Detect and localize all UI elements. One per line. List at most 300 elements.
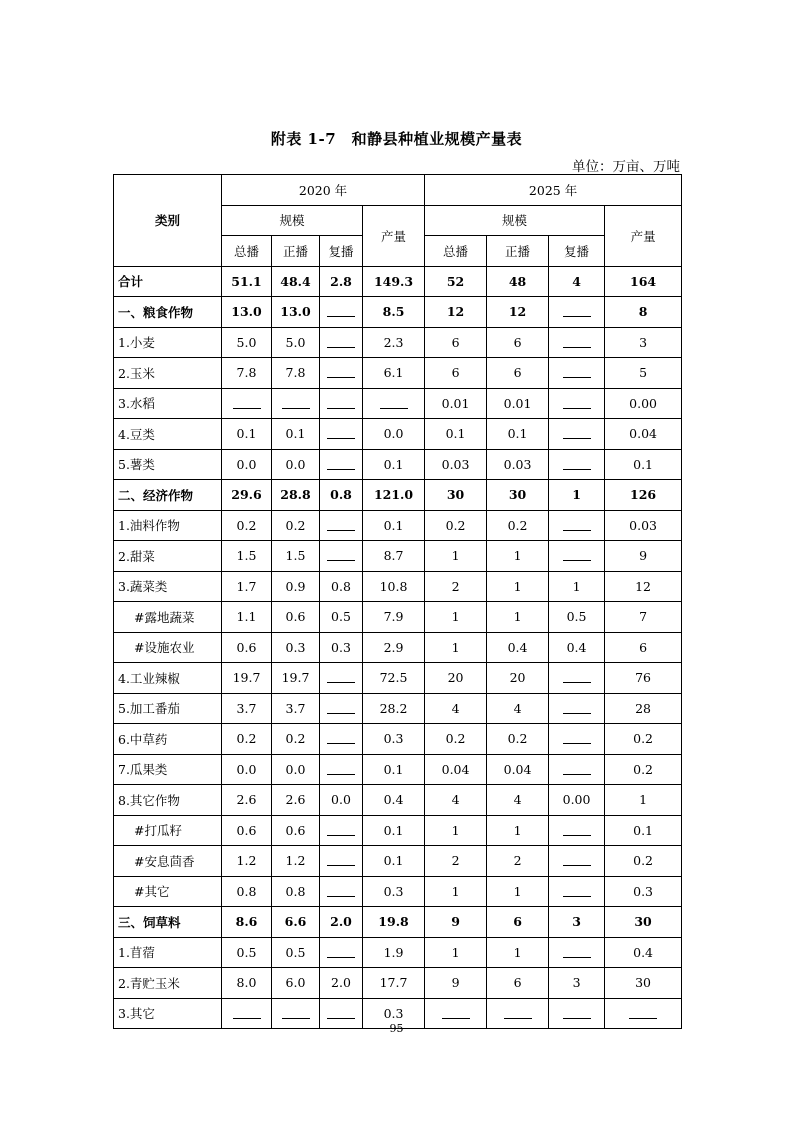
table-row: [114, 724, 682, 755]
table-cell: 121.0: [363, 480, 425, 511]
table-cell: [549, 937, 605, 968]
table-cell: 8.5: [363, 297, 425, 328]
table-cell: [549, 327, 605, 358]
table-cell: 126: [605, 480, 682, 511]
row-label: 一、粮食作物: [114, 297, 222, 328]
header-category: 类别: [114, 175, 222, 267]
table-cell: 0.8: [320, 571, 363, 602]
table-row: [114, 876, 682, 907]
table-row: [114, 541, 682, 572]
table-cell: 3.7: [222, 693, 272, 724]
table-cell: [222, 388, 272, 419]
table-cell: 1: [549, 571, 605, 602]
empty-dash: [563, 674, 591, 683]
table-cell: 30: [487, 480, 549, 511]
table-cell: 0.6: [222, 815, 272, 846]
table-cell: 30: [425, 480, 487, 511]
unit-label: 单位：万亩、万吨: [572, 159, 680, 175]
table-cell: 5: [605, 358, 682, 389]
table-cell: 0.6: [272, 815, 320, 846]
table-cell: [320, 419, 363, 450]
table-cell: [549, 663, 605, 694]
table-cell: 7.8: [222, 358, 272, 389]
table-cell: 0.00: [549, 785, 605, 816]
table-cell: 2.0: [320, 907, 363, 938]
table-cell: 1.2: [272, 846, 320, 877]
table-cell: 1: [425, 937, 487, 968]
empty-dash: [563, 400, 591, 409]
table-cell: 0.2: [487, 724, 549, 755]
table-cell: 0.04: [487, 754, 549, 785]
table-cell: 6: [487, 358, 549, 389]
table-cell: 12: [605, 571, 682, 602]
table-row: [114, 815, 682, 846]
table-cell: 0.5: [549, 602, 605, 633]
table-cell: 0.4: [363, 785, 425, 816]
table-cell: 2: [425, 571, 487, 602]
page-number: 95: [389, 1022, 404, 1035]
empty-dash: [563, 705, 591, 714]
empty-dash: [563, 766, 591, 775]
table-cell: 1: [425, 876, 487, 907]
table-cell: 6: [425, 327, 487, 358]
table-cell: 51.1: [222, 266, 272, 297]
empty-dash: [282, 1010, 310, 1019]
table-cell: 0.0: [222, 449, 272, 480]
table-cell: [320, 388, 363, 419]
table-cell: 3.7: [272, 693, 320, 724]
table-cell: 0.2: [425, 724, 487, 755]
table-cell: 0.03: [425, 449, 487, 480]
row-label: 1.油料作物: [114, 510, 222, 541]
table-cell: 0.1: [363, 449, 425, 480]
table-cell: 0.1: [363, 510, 425, 541]
table-row: [114, 388, 682, 419]
table-cell: 6: [425, 358, 487, 389]
table-cell: 13.0: [222, 297, 272, 328]
table-cell: 4: [425, 693, 487, 724]
empty-dash: [629, 1010, 657, 1019]
table-cell: 2.0: [320, 968, 363, 999]
table-row: [114, 266, 682, 297]
row-label: 5.薯类: [114, 449, 222, 480]
header-row-1: [114, 175, 682, 206]
table-cell: 48: [487, 266, 549, 297]
empty-dash: [563, 735, 591, 744]
table-cell: 1: [425, 602, 487, 633]
empty-dash: [327, 552, 355, 561]
table-cell: 8.7: [363, 541, 425, 572]
table-cell: 7: [605, 602, 682, 633]
row-label: 8.其它作物: [114, 785, 222, 816]
table-cell: 0.1: [222, 419, 272, 450]
table-cell: 20: [487, 663, 549, 694]
table-cell: 0.0: [272, 449, 320, 480]
table-cell: 6.1: [363, 358, 425, 389]
table-cell: 0.1: [363, 815, 425, 846]
table-cell: 28: [605, 693, 682, 724]
table-cell: 19.8: [363, 907, 425, 938]
table-cell: 2: [487, 846, 549, 877]
empty-dash: [563, 1010, 591, 1019]
table-cell: 30: [605, 968, 682, 999]
table-title: 附表 1-7 和静县种植业规模产量表: [270, 130, 523, 148]
table-cell: 4: [425, 785, 487, 816]
table-cell: 2: [425, 846, 487, 877]
table-cell: 8: [605, 297, 682, 328]
table-cell: [272, 388, 320, 419]
table-cell: 1: [487, 937, 549, 968]
table-cell: 1: [425, 815, 487, 846]
empty-dash: [282, 400, 310, 409]
table-row: [114, 358, 682, 389]
table-cell: [549, 419, 605, 450]
table-cell: 0.1: [272, 419, 320, 450]
row-label: 6.中草药: [114, 724, 222, 755]
empty-dash: [233, 1010, 261, 1019]
table-row: [114, 907, 682, 938]
table-cell: 8.6: [222, 907, 272, 938]
table-cell: 0.5: [272, 937, 320, 968]
table-row: [114, 846, 682, 877]
table-cell: 1.5: [272, 541, 320, 572]
table-row: [114, 297, 682, 328]
table-cell: [549, 724, 605, 755]
table-cell: 164: [605, 266, 682, 297]
table-cell: [549, 815, 605, 846]
empty-dash: [563, 552, 591, 561]
table-cell: 1: [487, 602, 549, 633]
table-cell: 0.6: [222, 632, 272, 663]
table-cell: 17.7: [363, 968, 425, 999]
empty-dash: [563, 461, 591, 470]
empty-dash: [563, 430, 591, 439]
table-cell: 0.3: [363, 724, 425, 755]
table-cell: 3: [549, 907, 605, 938]
table-cell: 0.4: [549, 632, 605, 663]
table-cell: [320, 754, 363, 785]
table-cell: 28.2: [363, 693, 425, 724]
table-cell: 72.5: [363, 663, 425, 694]
table-cell: 0.1: [363, 846, 425, 877]
empty-dash: [563, 827, 591, 836]
empty-dash: [327, 888, 355, 897]
header-main-sown-2020: 正播: [272, 236, 320, 267]
table-cell: 12: [425, 297, 487, 328]
table-cell: 6: [487, 907, 549, 938]
empty-dash: [327, 430, 355, 439]
table-cell: [320, 510, 363, 541]
table-cell: 0.2: [222, 510, 272, 541]
table-cell: 1: [605, 785, 682, 816]
table-cell: 0.2: [487, 510, 549, 541]
header-main-sown-2025: 正播: [487, 236, 549, 267]
header-re-sown-2020: 复播: [320, 236, 363, 267]
table-row: [114, 663, 682, 694]
table-cell: 0.1: [425, 419, 487, 450]
table-cell: 0.6: [272, 602, 320, 633]
table-row: [114, 327, 682, 358]
table-cell: [320, 327, 363, 358]
empty-dash: [327, 308, 355, 317]
table-cell: [320, 693, 363, 724]
table-cell: [320, 846, 363, 877]
row-label: 1.小麦: [114, 327, 222, 358]
row-label: 5.加工番茄: [114, 693, 222, 724]
table-cell: 0.03: [605, 510, 682, 541]
table-cell: 19.7: [222, 663, 272, 694]
table-cell: 0.2: [605, 846, 682, 877]
header-scale-2025: 规模: [425, 205, 605, 236]
row-label: 4.工业辣椒: [114, 663, 222, 694]
row-label: #露地蔬菜: [114, 602, 222, 633]
table-cell: 0.8: [272, 876, 320, 907]
table-row: [114, 785, 682, 816]
table-cell: 9: [425, 968, 487, 999]
table-cell: 0.3: [605, 876, 682, 907]
table-cell: [549, 510, 605, 541]
table-cell: [320, 724, 363, 755]
table-cell: 6.6: [272, 907, 320, 938]
table-cell: 0.3: [320, 632, 363, 663]
table-cell: 1.9: [363, 937, 425, 968]
table-cell: 12: [487, 297, 549, 328]
header-output-2020: 产量: [363, 205, 425, 266]
table-row: [114, 754, 682, 785]
row-label: 2.甜菜: [114, 541, 222, 572]
header-year-2025: 2025 年: [425, 175, 682, 206]
table-cell: [320, 815, 363, 846]
row-label: #安息茴香: [114, 846, 222, 877]
row-label: 二、经济作物: [114, 480, 222, 511]
table-cell: [549, 846, 605, 877]
table-cell: [320, 937, 363, 968]
empty-dash: [442, 1010, 470, 1019]
table-cell: 9: [425, 907, 487, 938]
table-cell: 52: [425, 266, 487, 297]
header-scale-2020: 规模: [222, 205, 363, 236]
table-cell: [320, 876, 363, 907]
empty-dash: [327, 461, 355, 470]
empty-dash: [563, 308, 591, 317]
empty-dash: [327, 1010, 355, 1019]
table-cell: [549, 449, 605, 480]
table-cell: 0.2: [272, 510, 320, 541]
table-cell: 0.04: [425, 754, 487, 785]
table-cell: 0.1: [605, 449, 682, 480]
table-cell: 6: [487, 968, 549, 999]
table-cell: 5.0: [272, 327, 320, 358]
empty-dash: [327, 522, 355, 531]
empty-dash: [504, 1010, 532, 1019]
table-cell: 0.0: [363, 419, 425, 450]
row-label: 1.苜蓿: [114, 937, 222, 968]
table-cell: [549, 541, 605, 572]
table-row: [114, 968, 682, 999]
table-cell: [320, 663, 363, 694]
table-cell: 8.0: [222, 968, 272, 999]
table-cell: 2.3: [363, 327, 425, 358]
header-output-2025: 产量: [605, 205, 682, 266]
table-cell: 6.0: [272, 968, 320, 999]
table-cell: 9: [605, 541, 682, 572]
table-cell: 2.8: [320, 266, 363, 297]
table-cell: 76: [605, 663, 682, 694]
table-cell: 1.1: [222, 602, 272, 633]
table-cell: 19.7: [272, 663, 320, 694]
empty-dash: [563, 949, 591, 958]
row-label: 7.瓜果类: [114, 754, 222, 785]
empty-dash: [327, 400, 355, 409]
table-cell: [320, 297, 363, 328]
table-row: [114, 510, 682, 541]
row-label: #打瓜籽: [114, 815, 222, 846]
empty-dash: [563, 369, 591, 378]
table-cell: 1: [487, 571, 549, 602]
empty-dash: [327, 857, 355, 866]
empty-dash: [327, 674, 355, 683]
table-cell: [320, 449, 363, 480]
table-cell: 0.4: [605, 937, 682, 968]
table-row: [114, 693, 682, 724]
row-label: 3.其它: [114, 998, 222, 1029]
row-label: #其它: [114, 876, 222, 907]
table-cell: 5.0: [222, 327, 272, 358]
table-cell: 7.8: [272, 358, 320, 389]
table-cell: 1.5: [222, 541, 272, 572]
table-cell: 20: [425, 663, 487, 694]
table-cell: 2.6: [222, 785, 272, 816]
table-cell: 3: [605, 327, 682, 358]
table-cell: 1: [487, 815, 549, 846]
table-cell: 0.2: [605, 754, 682, 785]
table-cell: 1.2: [222, 846, 272, 877]
table-cell: 48.4: [272, 266, 320, 297]
empty-dash: [563, 888, 591, 897]
table-cell: 0.03: [487, 449, 549, 480]
header-total-sown-2025: 总播: [425, 236, 487, 267]
table-cell: 1.7: [222, 571, 272, 602]
table-cell: [549, 693, 605, 724]
table-cell: 4: [487, 693, 549, 724]
table-cell: 7.9: [363, 602, 425, 633]
table-cell: 0.3: [272, 632, 320, 663]
table-cell: 13.0: [272, 297, 320, 328]
empty-dash: [233, 400, 261, 409]
table-cell: 0.3: [363, 998, 425, 1029]
empty-dash: [563, 857, 591, 866]
table-cell: 0.8: [320, 480, 363, 511]
table-cell: 29.6: [222, 480, 272, 511]
table-row: [114, 419, 682, 450]
planting-scale-table: [113, 174, 682, 1029]
table-cell: 0.0: [222, 754, 272, 785]
table-cell: [549, 297, 605, 328]
header-total-sown-2020: 总播: [222, 236, 272, 267]
table-cell: 28.8: [272, 480, 320, 511]
table-cell: 1: [487, 541, 549, 572]
row-label: 三、饲草料: [114, 907, 222, 938]
empty-dash: [327, 949, 355, 958]
table-cell: 0.9: [272, 571, 320, 602]
table-cell: 1: [425, 541, 487, 572]
table-cell: 3: [549, 968, 605, 999]
table-cell: 6: [487, 327, 549, 358]
table-cell: 0.3: [363, 876, 425, 907]
table-cell: 0.8: [222, 876, 272, 907]
table-cell: 1: [549, 480, 605, 511]
table-cell: 0.0: [272, 754, 320, 785]
table-cell: 0.4: [487, 632, 549, 663]
table-cell: [363, 388, 425, 419]
table-cell: 10.8: [363, 571, 425, 602]
table-cell: 6: [605, 632, 682, 663]
row-label: 2.玉米: [114, 358, 222, 389]
table-cell: 0.5: [320, 602, 363, 633]
row-label: 4.豆类: [114, 419, 222, 450]
table-cell: [320, 358, 363, 389]
table-cell: 2.6: [272, 785, 320, 816]
empty-dash: [380, 400, 408, 409]
table-cell: 0.0: [320, 785, 363, 816]
row-label: 3.蔬菜类: [114, 571, 222, 602]
table-cell: 2.9: [363, 632, 425, 663]
table-cell: [549, 876, 605, 907]
table-cell: 1: [487, 876, 549, 907]
table-cell: 0.00: [605, 388, 682, 419]
empty-dash: [327, 705, 355, 714]
table-row: [114, 480, 682, 511]
empty-dash: [563, 339, 591, 348]
table-cell: 4: [487, 785, 549, 816]
empty-dash: [327, 369, 355, 378]
table-cell: [549, 754, 605, 785]
empty-dash: [327, 735, 355, 744]
table-cell: [549, 358, 605, 389]
row-label: 2.青贮玉米: [114, 968, 222, 999]
table-row: [114, 632, 682, 663]
table-cell: 0.1: [605, 815, 682, 846]
row-label: #设施农业: [114, 632, 222, 663]
table-cell: 0.04: [605, 419, 682, 450]
header-re-sown-2025: 复播: [549, 236, 605, 267]
table-cell: 0.1: [487, 419, 549, 450]
header-year-2020: 2020 年: [222, 175, 425, 206]
table-cell: 0.01: [425, 388, 487, 419]
table-cell: 4: [549, 266, 605, 297]
table-cell: 0.1: [363, 754, 425, 785]
table-cell: 1: [425, 632, 487, 663]
table-cell: [549, 388, 605, 419]
table-cell: 0.01: [487, 388, 549, 419]
table-cell: 149.3: [363, 266, 425, 297]
table-cell: 0.2: [425, 510, 487, 541]
table-cell: 0.2: [222, 724, 272, 755]
empty-dash: [327, 827, 355, 836]
table-row: [114, 602, 682, 633]
table-row: [114, 449, 682, 480]
row-label: 合计: [114, 266, 222, 297]
empty-dash: [327, 339, 355, 348]
table-cell: 0.5: [222, 937, 272, 968]
table-row: [114, 571, 682, 602]
table-cell: [320, 541, 363, 572]
empty-dash: [327, 766, 355, 775]
table-cell: 0.2: [272, 724, 320, 755]
empty-dash: [563, 522, 591, 531]
row-label: 3.水稻: [114, 388, 222, 419]
table-cell: 0.2: [605, 724, 682, 755]
